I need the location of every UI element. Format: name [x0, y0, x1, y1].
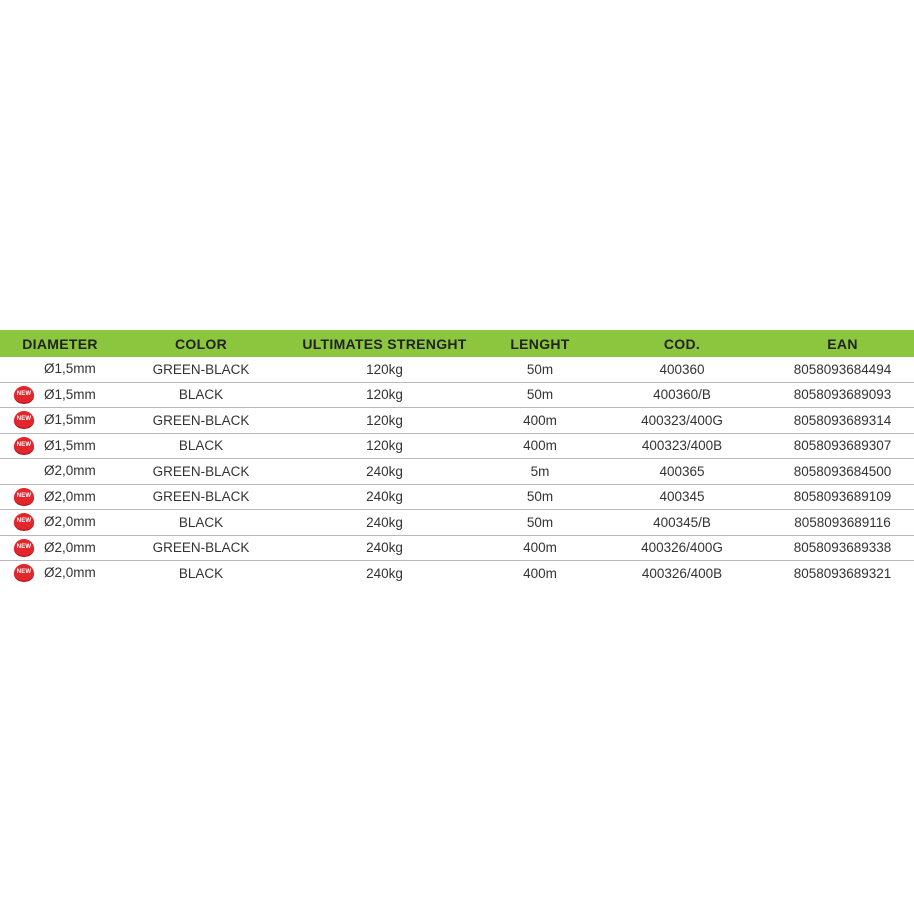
new-badge-icon: NEW: [14, 488, 34, 505]
cell-length: 400m: [523, 412, 557, 428]
cell-strength: 240kg: [366, 565, 403, 581]
cell-strength: 120kg: [366, 438, 403, 454]
diameter-value: Ø1,5mm: [44, 386, 96, 402]
cell-diameter: [0, 383, 120, 408]
cell-diameter: [0, 357, 120, 382]
cell-ean: 8058093689093: [793, 387, 892, 403]
table-body: [0, 357, 914, 586]
cell-ean: 8058093689116: [794, 514, 891, 530]
header-ean: EAN: [827, 335, 858, 352]
cell-color: BLACK: [178, 387, 224, 403]
diameter-value: Ø2,0mm: [44, 514, 96, 529]
cell-cod: 400323/400G: [641, 412, 723, 428]
cell-diameter: [0, 459, 120, 484]
cell-ean: 8058093689109: [793, 489, 892, 505]
cell-diameter: [0, 510, 120, 535]
product-spec-table: [0, 330, 914, 586]
cell-cod: 400326/400G: [641, 540, 723, 556]
diameter-value: Ø2,0mm: [44, 463, 96, 478]
cell-length: 400m: [523, 565, 557, 581]
header-diameter: DIAMETER: [22, 335, 98, 352]
cell-cod: 400345/B: [653, 514, 711, 530]
cell-length: 50m: [526, 514, 554, 530]
cell-color: GREEN-BLACK: [152, 361, 250, 377]
table-row: [0, 561, 914, 586]
cell-strength: 240kg: [366, 514, 403, 530]
cell-length: 400m: [523, 438, 557, 454]
cell-cod: 400345: [659, 489, 705, 505]
diameter-value: Ø2,0mm: [44, 539, 96, 555]
table-row: [0, 408, 914, 434]
cell-length: 50m: [526, 361, 554, 377]
cell-ean: 8058093684494: [793, 361, 892, 377]
header-color: COLOR: [174, 335, 228, 352]
cell-ean: 8058093689321: [793, 565, 892, 581]
diameter-value: Ø2,0mm: [44, 565, 96, 580]
table-header-row: [0, 330, 914, 357]
cell-cod: 400323/400B: [641, 438, 723, 454]
header-cod: COD.: [663, 335, 701, 352]
header-strength: ULTIMATES STRENGHT: [302, 335, 467, 352]
new-badge-icon: NEW: [14, 386, 34, 403]
cell-diameter: [0, 434, 120, 459]
new-badge-icon: NEW: [14, 437, 34, 454]
cell-diameter: [0, 561, 120, 586]
diameter-value: Ø1,5mm: [44, 437, 96, 453]
cell-diameter: [0, 485, 120, 510]
new-badge-icon: NEW: [14, 564, 34, 581]
cell-strength: 240kg: [366, 463, 403, 479]
cell-strength: 120kg: [366, 361, 403, 377]
cell-length: 50m: [526, 387, 554, 403]
cell-cod: 400360/B: [653, 387, 711, 403]
new-badge-icon: NEW: [14, 539, 34, 556]
cell-color: BLACK: [178, 565, 224, 581]
cell-strength: 120kg: [366, 387, 403, 403]
diameter-value: Ø1,5mm: [44, 412, 96, 427]
cell-length: 400m: [523, 540, 557, 556]
table-row: [0, 383, 914, 409]
cell-ean: 8058093689338: [793, 540, 892, 556]
cell-cod: 400360: [659, 361, 705, 377]
new-badge-icon: NEW: [14, 411, 34, 428]
table-row: [0, 459, 914, 485]
cell-ean: 8058093684500: [793, 463, 892, 479]
new-badge-icon: NEW: [14, 513, 34, 530]
table-row: [0, 434, 914, 460]
cell-ean: 8058093689307: [793, 438, 892, 454]
header-length: LENGHT: [510, 335, 570, 352]
cell-color: GREEN-BLACK: [152, 489, 250, 505]
diameter-value: Ø1,5mm: [44, 361, 96, 376]
table-row: [0, 357, 914, 383]
cell-color: GREEN-BLACK: [152, 540, 250, 556]
table-row: [0, 510, 914, 536]
cell-strength: 240kg: [366, 489, 403, 505]
cell-diameter: [0, 536, 120, 561]
cell-strength: 240kg: [366, 540, 403, 556]
cell-color: GREEN-BLACK: [152, 412, 250, 428]
cell-length: 5m: [530, 463, 550, 479]
cell-color: GREEN-BLACK: [152, 463, 250, 479]
cell-color: BLACK: [178, 438, 224, 454]
cell-ean: 8058093689314: [793, 412, 892, 428]
cell-cod: 400365: [659, 463, 705, 479]
cell-diameter: [0, 408, 120, 433]
cell-color: BLACK: [178, 514, 224, 530]
diameter-value: Ø2,0mm: [44, 488, 96, 504]
cell-length: 50m: [526, 489, 554, 505]
cell-cod: 400326/400B: [641, 565, 723, 581]
cell-strength: 120kg: [366, 412, 403, 428]
table-row: [0, 536, 914, 562]
table-row: [0, 485, 914, 511]
